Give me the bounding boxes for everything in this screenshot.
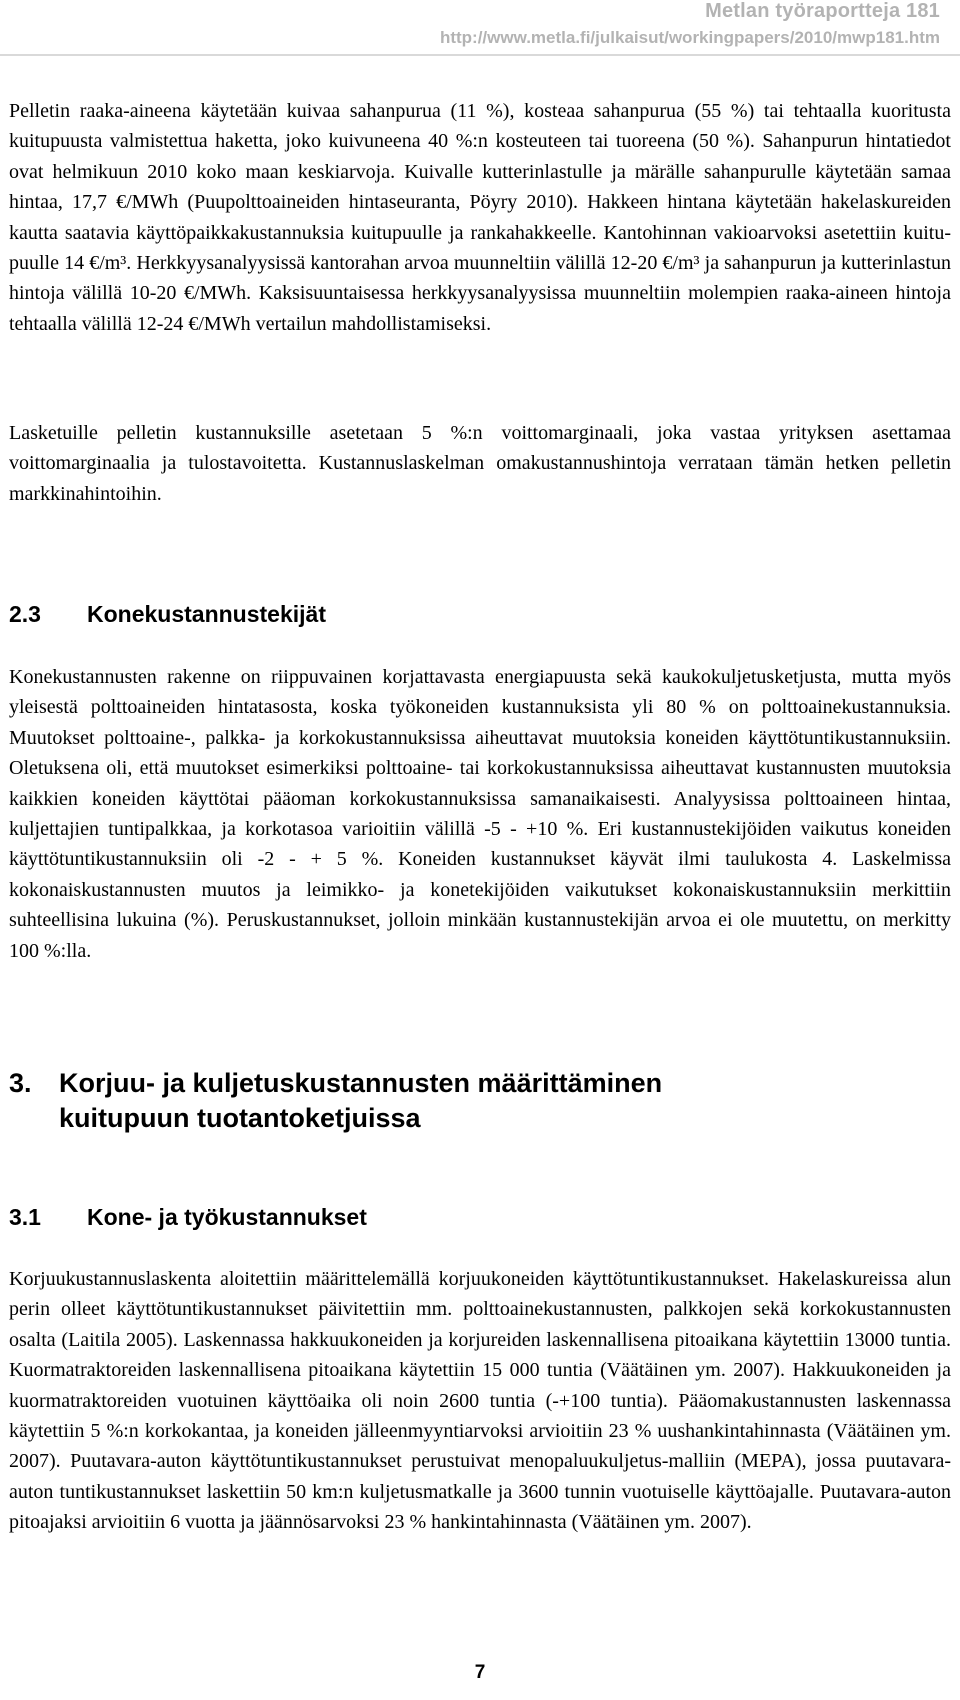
chapter-title-line2: kuitupuun tuotantoketjuissa bbox=[59, 1103, 421, 1133]
paragraph-harvesting-costs: Korjuukustannuslaskenta aloitettiin määrittelemällä korjuukoneiden käyttötuntikustannukset. Hakelaskureissa alun perin olleet käyttötuntikustannukset päivitettiin mm. polttoainekustannusten, palkkojen sekä korkokustannusten osalta (Laitila 2005). Laskennassa hakkuukoneiden ja korjureiden laskennallisena pitoaikana käytettiin 13000 tuntia. Kuormatraktoreiden laskennallisena pitoaikana käytettiin 15 000 tuntia (Väätäinen ym. 2007). Hakkuukoneiden ja kuormatraktoreiden vuotuinen käyttöaika oli noin 2600 tuntia (-+100 tuntia). Pääomakustannusten laskennassa käytettiin 5 %:n korkokantaa, ja koneiden jälleenmyyntiarvoksi arvioitiin 23 % uushankintahinnasta (Väätäinen ym. 2007). Puutavara-auton käyttötuntikustannukset perustuivat menopaluukuljetus-malliin (MEPA), jossa puutavara-auton tuntikustannukset laskettiin 50 km:n kuljetusmatkalle ja 3600 tunnin vuotuiselle käyttöajalle. Puutavara-auton pitoajaksi arvioitiin 6 vuotta ja jäännösarvoksi 23 % hankintahinnasta (Väätäinen ym. 2007). bbox=[9, 1268, 951, 1534]
chapter-title-line1: Korjuu- ja kuljetuskustannusten määrittäminen bbox=[59, 1068, 663, 1098]
section-heading-3-1 bbox=[9, 1204, 367, 1231]
page-number: 7 bbox=[474, 1662, 486, 1683]
section-title: Konekustannustekijät bbox=[87, 601, 326, 627]
section-number: 2.3 bbox=[9, 601, 41, 627]
chapter-number: 3. bbox=[9, 1068, 32, 1098]
section-title: Kone- ja työkustannukset bbox=[87, 1204, 367, 1230]
running-header-url[interactable]: http://www.metla.fi/julkaisut/workingpapers/2010/mwp181.htm bbox=[439, 28, 940, 47]
running-header-title: Metlan työraportteja 181 bbox=[705, 0, 940, 22]
paragraph-machine-costs: Konekustannusten rakenne on riippuvainen korjattavasta energiapuusta sekä kaukokuljetusketjusta, mutta myös yleisestä polttoaineiden hintatasosta, koska työkoneiden kustannuksista yli 80 % on polttoainekustannuksia. Muutokset polttoaine-, palkka- ja korkokustannuksissa aiheuttavat muutoksia koneiden käyttötuntikustannuksiin. Oletuksena oli, että muutokset esimerkiksi polttoaine- tai korkokustannuksissa aiheuttavat kustannusten muutoksia kaikkien koneiden käyttötai pääoman korkokustannuksissa samanaikaisesti. Analyysissa polttoaineen hintaa, kuljettajien tuntipalkkaa, ja korkotasoa varioitiin välillä -5 - +10 %. Eri kustannustekijöiden vaikutus koneiden käyttötuntikustannuksiin oli -2 - + 5 %. Koneiden kustannukset käyvät ilmi taulukosta 4. Laskelmissa kokonaiskustannusten muutos ja leimikko- ja konetekijöiden vaikutukset kokonaiskustannuksiin merkittiin suhteellisina lukuina (%). Peruskustannukset, jolloin minkään kustannustekijän arvoa ei ole muutettu, on merkitty 100 %:lla. bbox=[9, 666, 951, 962]
section-number: 3.1 bbox=[9, 1204, 41, 1230]
paragraph-profit-margin: Lasketuille pelletin kustannuksille asetetaan 5 %:n voittomarginaali, joka vastaa yrityksen asettamaa voittomarginaalia ja tulostavoitetta. Kustannuslaskelman omakustannushintoja verrataan tämän hetken pelletin markkinahintoihin. bbox=[9, 422, 951, 505]
chapter-heading-3 bbox=[9, 1066, 662, 1136]
paragraph-raw-material-prices: Pelletin raaka-aineena käytetään kuivaa sahanpurua (11 %), kosteaa sahanpurua (55 %) tai tehtaalla kuoritusta kuitupuusta valmistettua haketta, joko kuivuneena 40 %:n kosteuteen tai tuoreena (50 %). Sahanpurun hintatiedot ovat helmikuun 2010 koko maan keskiarvoja. Kuivalle kutterinlastulle ja märälle sahanpurulle käytetään samaa hintaa, 17,7 €/MWh (Puupolttoaineiden hintaseuranta, Pöyry 2010). Hakkeen hintana käytetään hakelaskureiden kautta saatavia käyttöpaikkakustannuksia kuitupuulle ja rankahakkeelle. Kantohinnan vakioarvoksi asetettiin kuitupuulle 14 €/m³. Herkkyysanalyysissä kantorahan arvoa muunneltiin välillä 12-20 €/m³ ja sahanpurun ja kutterinlastun hintoja välillä 10-20 €/MWh. Kaksisuuntaisessa herkkyysanalyysissa muunneltiin molempien raaka-aineen hintoja tehtaalla välillä 12-24 €/MWh vertailun mahdollistamiseksi. bbox=[9, 100, 951, 335]
header-divider bbox=[0, 54, 960, 56]
section-heading-2-3 bbox=[9, 601, 326, 628]
